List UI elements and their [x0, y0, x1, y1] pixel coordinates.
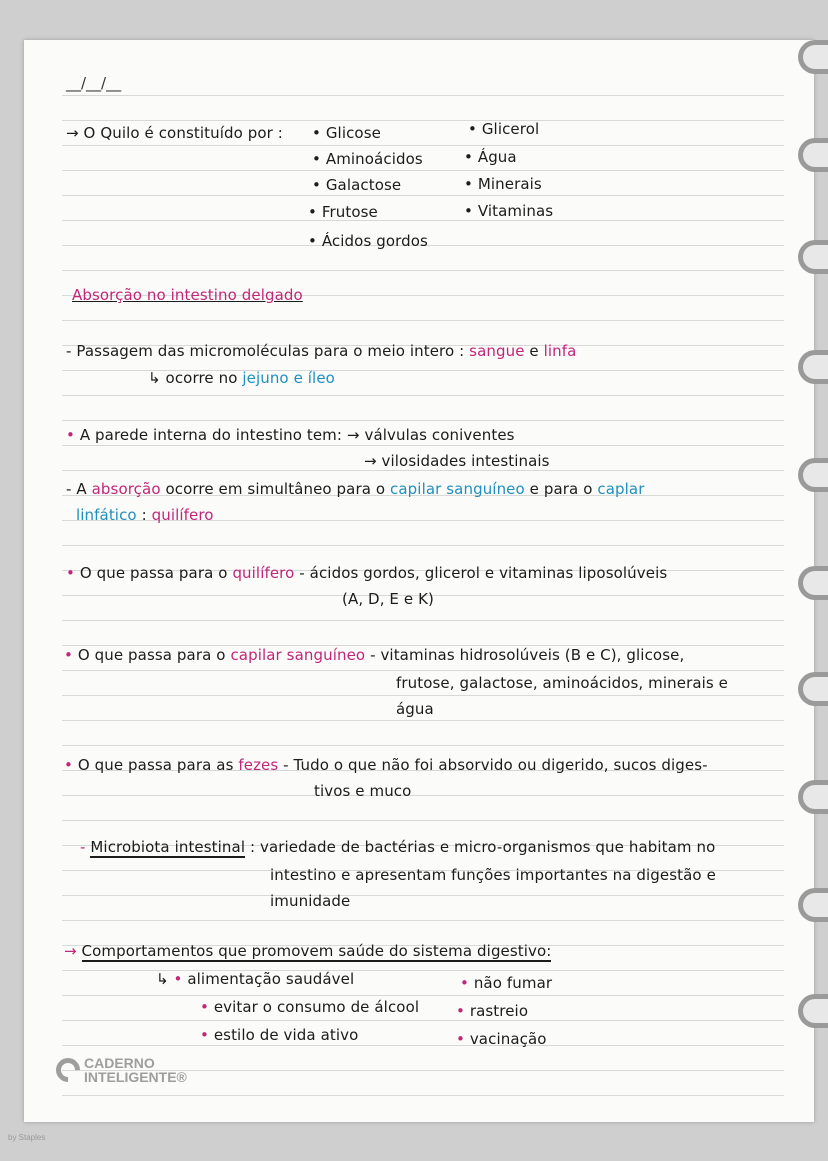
- list-item: Ácidos gordos: [321, 232, 428, 250]
- list-item: Água: [477, 148, 517, 166]
- text-highlight: capilar sanguíneo: [390, 480, 525, 498]
- list-item: Minerais: [477, 175, 542, 193]
- text: A parede interna do intestino tem:: [79, 426, 343, 444]
- ruled-line: [62, 920, 784, 921]
- binder-ring: [798, 888, 828, 922]
- text: vilosidades intestinais: [381, 452, 550, 470]
- binder-ring: [798, 458, 828, 492]
- paragraph-fezes: • O que passa para as fezes - Tudo o que não foi absorvido ou digerido, sucos diges-: [64, 756, 708, 774]
- date-field: __/__/__: [66, 74, 122, 92]
- list-item: rastreio: [469, 1002, 529, 1020]
- ruled-line: [62, 820, 784, 821]
- paragraph-ocorre: ↳ ocorre no jejuno e íleo: [148, 369, 335, 387]
- paragraph-fezes-cont: tivos e muco: [314, 782, 412, 800]
- quilo-col1-item: • Galactose: [312, 176, 402, 194]
- list-item: estilo de vida ativo: [213, 1026, 359, 1044]
- ruled-line: [62, 720, 784, 721]
- quilo-col2-item: • Vitaminas: [464, 202, 554, 220]
- ruled-line: [62, 995, 784, 996]
- text-highlight: capilar sanguíneo: [230, 646, 366, 664]
- binder-ring: [798, 780, 828, 814]
- paragraph-comportamentos: → Comportamentos que promovem saúde do sistema digestivo:: [64, 942, 552, 960]
- binder-ring: [798, 672, 828, 706]
- text-highlight: absorção: [91, 480, 161, 498]
- text-highlight: caplar: [597, 480, 645, 498]
- ruled-line: [62, 1020, 784, 1021]
- caderno-inteligente-logo: [56, 1056, 187, 1084]
- ruled-line: [62, 445, 784, 446]
- logo-text: [84, 1056, 187, 1084]
- paragraph-linfatico: [76, 506, 214, 524]
- binder-ring: [798, 994, 828, 1028]
- paragraph-microbiota-cont: intestino e apresentam funções importantes na digestão e: [270, 866, 716, 884]
- quilo-col1-item: • Glicose: [312, 124, 381, 142]
- binder-rings: [798, 40, 828, 1120]
- ruled-line: [62, 420, 784, 421]
- paragraph-vilosidades: → vilosidades intestinais: [364, 452, 550, 470]
- quilo-intro-text: O Quilo é constituído por :: [83, 124, 283, 142]
- ruled-line: [62, 395, 784, 396]
- ruled-line: [62, 695, 784, 696]
- binder-ring: [798, 138, 828, 172]
- text: válvulas coniventes: [364, 426, 515, 444]
- list-item: vacinação: [469, 1030, 547, 1048]
- paragraph-passagem: - Passagem das micromoléculas para o meio intero : sangue e linfa: [66, 342, 577, 360]
- text: O que passa para o: [77, 646, 226, 664]
- text-highlight: quilífero: [151, 506, 214, 524]
- text: : variedade de bactérias e micro-organismos que habitam no: [249, 838, 716, 856]
- paragraph-vitaminas-list: (A, D, E e K): [342, 590, 434, 608]
- text: O que passa para o: [79, 564, 228, 582]
- quilo-col2-item: • Glicerol: [468, 120, 540, 138]
- list-item: Glicose: [325, 124, 381, 142]
- text-highlight: fezes: [238, 756, 279, 774]
- text-highlight: linfa: [543, 342, 577, 360]
- ruled-line: [62, 895, 784, 896]
- ruled-line: [62, 1045, 784, 1046]
- logo-c-icon: [51, 1053, 85, 1087]
- text-highlight: sangue: [469, 342, 525, 360]
- binder-ring: [798, 566, 828, 600]
- comportamentos-col2-item: • rastreio: [456, 1002, 529, 1020]
- list-item: alimentação saudável: [187, 970, 355, 988]
- comportamentos-col2-item: • não fumar: [460, 974, 553, 992]
- quilo-col1-item: • Frutose: [308, 203, 378, 221]
- ruled-line: [62, 270, 784, 271]
- ruled-line: [62, 545, 784, 546]
- comportamentos-col2-item: • vacinação: [456, 1030, 547, 1048]
- binder-ring: [798, 240, 828, 274]
- text: ocorre em simultâneo para o: [165, 480, 386, 498]
- ruled-line: [62, 470, 784, 471]
- text: - vitaminas hidrosolúveis (B e C), glicose,: [370, 646, 685, 664]
- list-item: Aminoácidos: [325, 150, 423, 168]
- logo-line1: CADERNO: [84, 1055, 155, 1071]
- notebook-page: [24, 40, 814, 1122]
- ruled-line: [62, 320, 784, 321]
- ruled-line: [62, 670, 784, 671]
- quilo-intro: → O Quilo é constituído por :: [66, 124, 283, 142]
- text: - ácidos gordos, glicerol e vitaminas liposolúveis: [299, 564, 668, 582]
- binder-ring: [798, 350, 828, 384]
- comportamentos-col1-item: • evitar o consumo de álcool: [200, 998, 420, 1016]
- text: e: [529, 342, 539, 360]
- binder-ring: [798, 40, 828, 74]
- ruled-line: [62, 170, 784, 171]
- paragraph-quilifero: • O que passa para o quilífero - ácidos gordos, glicerol e vitaminas liposolúveis: [66, 564, 668, 582]
- paragraph-parede: • A parede interna do intestino tem: → válvulas coniventes: [66, 426, 515, 444]
- staples-brand: by Staples: [8, 1133, 46, 1142]
- text: ocorre no: [165, 369, 238, 387]
- text-highlight: linfático: [76, 506, 137, 524]
- paragraph-microbiota-cont2: imunidade: [270, 892, 351, 910]
- comportamentos-col1-item: ↳ • alimentação saudável: [156, 970, 355, 988]
- paragraph-absorcao: - A absorção ocorre em simultâneo para o capilar sanguíneo e para o caplar: [66, 480, 645, 498]
- ruled-line: [62, 120, 784, 121]
- quilo-col1-item: • Aminoácidos: [312, 150, 423, 168]
- ruled-line: [62, 745, 784, 746]
- list-item: evitar o consumo de álcool: [213, 998, 420, 1016]
- ruled-line: [62, 195, 784, 196]
- text: O que passa para as: [77, 756, 234, 774]
- paragraph-capilar-cont2: água: [396, 700, 434, 718]
- comportamentos-col1-item: • estilo de vida ativo: [200, 1026, 359, 1044]
- ruled-line: [62, 795, 784, 796]
- logo-line2: INTELIGENTE®: [84, 1069, 187, 1085]
- list-item: Frutose: [321, 203, 378, 221]
- text: - Tudo o que não foi absorvido ou digerido, sucos diges-: [283, 756, 708, 774]
- text: Passagem das micromoléculas para o meio intero :: [76, 342, 465, 360]
- quilo-col2-item: • Água: [464, 148, 517, 166]
- list-item: Galactose: [325, 176, 402, 194]
- text: :: [141, 506, 147, 524]
- paragraph-capilar: • O que passa para o capilar sanguíneo - vitaminas hidrosolúveis (B e C), glicose,: [64, 646, 685, 664]
- list-item: não fumar: [473, 974, 553, 992]
- ruled-line: [62, 1095, 784, 1096]
- paragraph-capilar-cont: frutose, galactose, aminoácidos, minerais e: [396, 674, 729, 692]
- ruled-line: [62, 145, 784, 146]
- text: e para o: [529, 480, 593, 498]
- text-highlight: jejuno e íleo: [242, 369, 335, 387]
- section-heading: Absorção no intestino delgado: [72, 286, 303, 304]
- text-underlined: Microbiota intestinal: [90, 838, 246, 856]
- quilo-col1-item: • Ácidos gordos: [308, 232, 428, 250]
- list-item: Vitaminas: [477, 202, 554, 220]
- quilo-col2-item: • Minerais: [464, 175, 542, 193]
- text-underlined: Comportamentos que promovem saúde do sistema digestivo:: [81, 942, 552, 960]
- paragraph-microbiota: - Microbiota intestinal : variedade de bactérias e micro-organismos que habitam no: [80, 838, 716, 856]
- ruled-line: [62, 220, 784, 221]
- text-highlight: quilífero: [232, 564, 295, 582]
- list-item: Glicerol: [481, 120, 540, 138]
- ruled-line: [62, 620, 784, 621]
- ruled-line: [62, 95, 784, 96]
- text: A: [76, 480, 87, 498]
